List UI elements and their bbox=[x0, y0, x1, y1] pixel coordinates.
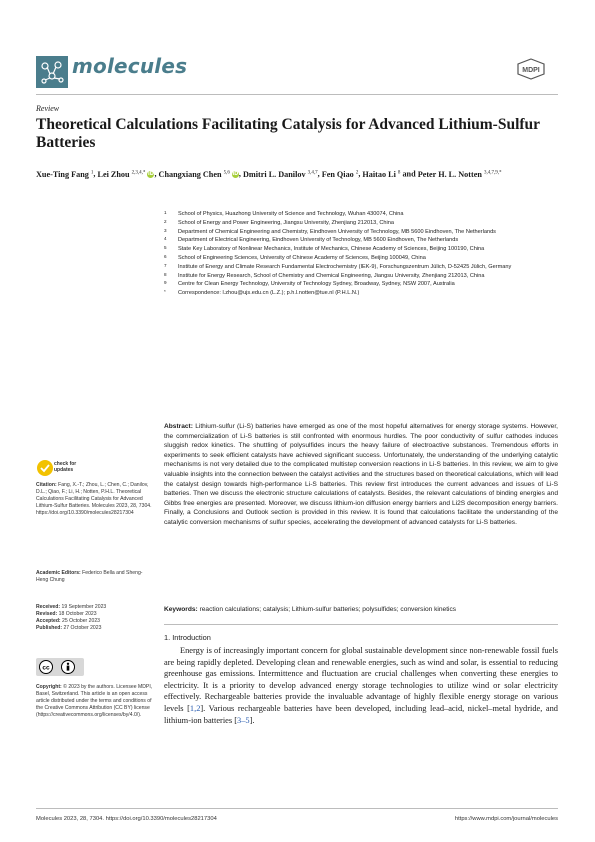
footer-journal-url[interactable]: https://www.mdpi.com/journal/molecules bbox=[454, 816, 558, 822]
section-rule bbox=[164, 624, 558, 625]
date-value: 25 October 2023 bbox=[62, 618, 100, 625]
affiliation-number: 9 bbox=[164, 280, 167, 286]
affiliation-item bbox=[164, 219, 559, 227]
author-name: Haitao Li $^8$ bbox=[362, 169, 401, 179]
author-name: Dmitri L. Danilov $^{3,4,7}$ bbox=[243, 169, 318, 179]
author-name: Xue-Ting Fang $^1$ bbox=[36, 169, 94, 179]
copyright-block bbox=[36, 684, 154, 719]
ref-link-2[interactable]: 3–5 bbox=[237, 715, 250, 725]
intro-text-2: ]. Various rechargeable batteries have been developed, including lead–acid, nickel–metal hydride, and lithium-ion batteries [ bbox=[164, 703, 558, 725]
editors-text: Federico Bella and Sheng-Heng Chung bbox=[36, 570, 143, 584]
author-affiliation-sup: 8 bbox=[397, 170, 401, 175]
date-value: 18 October 2023 bbox=[58, 611, 97, 618]
author-affiliation-sup: 1 bbox=[90, 170, 94, 175]
intro-paragraph bbox=[164, 645, 558, 726]
affiliation-number: 3 bbox=[164, 227, 167, 233]
abstract bbox=[164, 422, 558, 528]
affiliation-item bbox=[164, 280, 559, 288]
article-type: Review bbox=[36, 104, 60, 113]
footer-rule bbox=[36, 808, 558, 809]
affiliations bbox=[164, 210, 559, 298]
author-affiliation-sup: 3,4,7,9,* bbox=[483, 170, 502, 175]
author-list: Xue-Ting Fang $^1$, Lei Zhou $^{2,3,4,*}$ iD, Changxiang Chen $^{5,6}$ iD, Dmitri L. Danilov $^{3,4,7}$, Fen Qiao $^2$, Haitao Li $^8$ and Peter H. L. Notten $^{3,4,7,9,*}$ bbox=[36, 169, 502, 179]
affiliation-number: * bbox=[164, 289, 166, 295]
journal-logo-icon bbox=[36, 56, 68, 88]
author-name: Fen Qiao $^2$ bbox=[321, 169, 359, 179]
author-name: Peter H. L. Notten $^{3,4,7,9,*}$ bbox=[417, 169, 502, 179]
affiliation-text: Institute of Energy and Climate Research Fundamental Electrochemistry (IEK-9), Forschungszentrum Jülich, D-52425 Jülich, Germany bbox=[178, 263, 512, 270]
affiliation-item bbox=[164, 245, 559, 253]
affiliation-text: School of Engineering Sciences, University of Chinese Academy of Sciences, Beijing 100049, China bbox=[178, 254, 426, 261]
affiliation-item bbox=[164, 263, 559, 271]
intro-text-3: ]. bbox=[249, 715, 255, 725]
date-row bbox=[36, 618, 154, 625]
affiliation-number: 7 bbox=[164, 262, 167, 268]
affiliation-text: School of Energy and Power Engineering, Jiangsu University, Zhenjiang 212013, China bbox=[178, 219, 395, 226]
affiliation-text: State Key Laboratory of Nonlinear Mechanics, Institute of Mechanics, Chinese Academy of Sciences, Beijing 100190, China bbox=[178, 246, 485, 253]
affiliation-item bbox=[164, 228, 559, 236]
article-title: Theoretical Calculations Facilitating Catalysis for Advanced Lithium-Sulfur Batteries bbox=[36, 116, 540, 151]
orcid-icon[interactable]: iD bbox=[232, 171, 239, 178]
footer-citation[interactable]: Molecules 2023, 28, 7304. https://doi.org/10.3390/molecules28217304 bbox=[36, 816, 217, 822]
check-for-updates-label[interactable] bbox=[54, 461, 76, 473]
keywords bbox=[164, 605, 558, 615]
affiliation-number: 6 bbox=[164, 253, 167, 259]
journal-name: molecules bbox=[72, 54, 188, 78]
affiliation-text: Institute for Energy Research, School of Chemistry and Chemical Engineering, Jiangsu University, Zhenjiang 212013, China bbox=[178, 272, 485, 279]
citation-text: Fang, X.-T.; Zhou, L.; Chen, C.; Danilov, D.L.; Qiao, F.; Li, H.; Notten, P.H.L. Theoretical Calculations Facilitating Catalysis for Advanced Lithium-Sulfur Batteries. Molecules 2023, 28, 7304. https://doi.org/10.3390/molecules28217304 bbox=[36, 482, 152, 517]
date-value: 27 October 2023 bbox=[63, 625, 102, 632]
date-label: Published: bbox=[36, 625, 64, 632]
affiliation-item bbox=[164, 289, 559, 297]
affiliation-item bbox=[164, 272, 559, 280]
dates-block bbox=[36, 604, 154, 632]
copyright-text: © 2023 by the authors. Licensee MDPI, Basel, Switzerland. This article is an open access article distributed under the terms and conditions of the Creative Commons Attribution (CC BY) license (https://creativecommons.org/licenses/by/4.0/). bbox=[36, 684, 153, 719]
date-row bbox=[36, 611, 154, 618]
author-affiliation-sup: 3,4,7 bbox=[307, 170, 318, 175]
affiliation-text: School of Physics, Huazhong University of Science and Technology, Wuhan 430074, China bbox=[178, 211, 404, 217]
orcid-icon[interactable]: iD bbox=[148, 171, 154, 178]
cc-by-license-icon bbox=[36, 658, 84, 676]
check-line2: updates bbox=[54, 467, 74, 473]
section-heading: 1. Introduction bbox=[164, 633, 211, 642]
date-row bbox=[36, 625, 154, 632]
keywords-label: Keywords: bbox=[164, 606, 198, 613]
svg-text:cc: cc bbox=[42, 664, 50, 672]
ref-link-1[interactable]: 1,2 bbox=[189, 703, 201, 713]
author-name: Lei Zhou $^{2,3,4,*}$ iD bbox=[97, 169, 154, 179]
author-affiliation-sup: 5,6 bbox=[223, 170, 230, 175]
intro-text-1: Energy is of increasingly important concern for global sustainable development since non-renewable fossil fuels are being rapidly depleted. Developing clean and renewable energies, such as wind and solar, is essential to reducing greenhouse gas emissions. Intermittence and fluctuation are crucial challenges when converting these energies to electricity. It is a priority to develop advanced energy storage technologies to utilize wind or solar electricity effectively. Rechargeable batteries provide the invaluable advantage of highly flexible energy storage on various levels [ bbox=[164, 646, 558, 713]
editors-block bbox=[36, 570, 154, 584]
affiliation-number: 2 bbox=[164, 218, 167, 224]
date-value: 19 September 2023 bbox=[61, 604, 107, 610]
author-name: Changxiang Chen $^{5,6}$ iD bbox=[158, 169, 239, 179]
citation-block bbox=[36, 482, 154, 517]
abstract-text: Lithium-sulfur (Li-S) batteries have emerged as one of the most hopeful alternatives for energy storage systems. However, the commercialization of Li-S batteries is still confronted with enormous hurdles. The poor conductivity of sulfur cathodes induces sluggish redox kinetics. The shuttling of polysulfides incurs the heavy failure of electroactive substances. Tremendous efforts in experiments to seek efficient catalysts have achieved significant success. Unfortunately, the understanding of the underlying catalytic mechanisms is not very detailed due to the complicated multistep conversion reactions in Li-S batteries. In this review, we aim to give valuable insights into the connection between the catalyst activities and the structures based on theoretical calculations, which will lead the catalyst design towards high-performance Li-S batteries. This review first introduces the current advances and issues of Li-S batteries. Then we discuss the electronic structure calculations of catalysts. Besides, the relevant calculations of binding energies and Gibbs free energies are presented. Moreover, we discuss lithium-ion diffusion energy barriers and Li2S decomposition energy barriers. Finally, a Conclusions and Outlook section is provided in this review. It is found that calculations facilitate the understanding of the catalytic conversion mechanisms of sulfur species, accelerating the development of advanced catalysts for Li-S batteries. bbox=[164, 423, 558, 526]
affiliation-text: Department of Chemical Engineering and Chemistry, Eindhoven University of Technology, MB 5600 Eindhoven, The Netherlands bbox=[178, 228, 496, 235]
affiliation-item bbox=[164, 210, 559, 218]
affiliation-number: 1 bbox=[164, 210, 167, 215]
abstract-label: Abstract: bbox=[164, 423, 193, 430]
date-label: Revised: bbox=[36, 611, 59, 618]
header-rule bbox=[36, 94, 558, 95]
affiliation-item bbox=[164, 236, 559, 244]
affiliation-number: 4 bbox=[164, 236, 167, 242]
citation-label: Citation: bbox=[36, 482, 57, 488]
author-affiliation-sup: 2,3,4,* bbox=[131, 170, 146, 175]
author-affiliation-sup: 2 bbox=[355, 170, 359, 175]
check-line1: check for bbox=[54, 461, 77, 467]
copyright-label: Copyright: bbox=[36, 684, 62, 690]
date-label: Received: bbox=[36, 604, 62, 610]
date-label: Accepted: bbox=[36, 618, 63, 625]
date-row bbox=[36, 604, 154, 611]
mdpi-label: MDPI bbox=[522, 67, 540, 74]
keywords-text: reaction calculations; catalysis; Lithium-sulfur batteries; polysulfides; conversion kinetics bbox=[199, 606, 457, 613]
affiliation-text: Department of Electrical Engineering, Eindhoven University of Technology, MB 5600 Eindhoven, The Netherlands bbox=[178, 237, 459, 244]
affiliation-text: Centre for Clean Energy Technology, University of Technology Sydney, Broadway, Sydney, NSW 2007, Australia bbox=[178, 281, 455, 288]
affiliation-item bbox=[164, 254, 559, 262]
affiliation-number: 5 bbox=[164, 245, 167, 251]
affiliation-number: 8 bbox=[164, 271, 167, 277]
affiliation-text: Correspondence: l.zhou@ujs.edu.cn (L.Z.); p.h.l.notten@tue.nl (P.H.L.N.) bbox=[178, 290, 360, 297]
editors-label: Academic Editors: bbox=[36, 570, 81, 576]
mdpi-logo-icon bbox=[516, 58, 546, 80]
